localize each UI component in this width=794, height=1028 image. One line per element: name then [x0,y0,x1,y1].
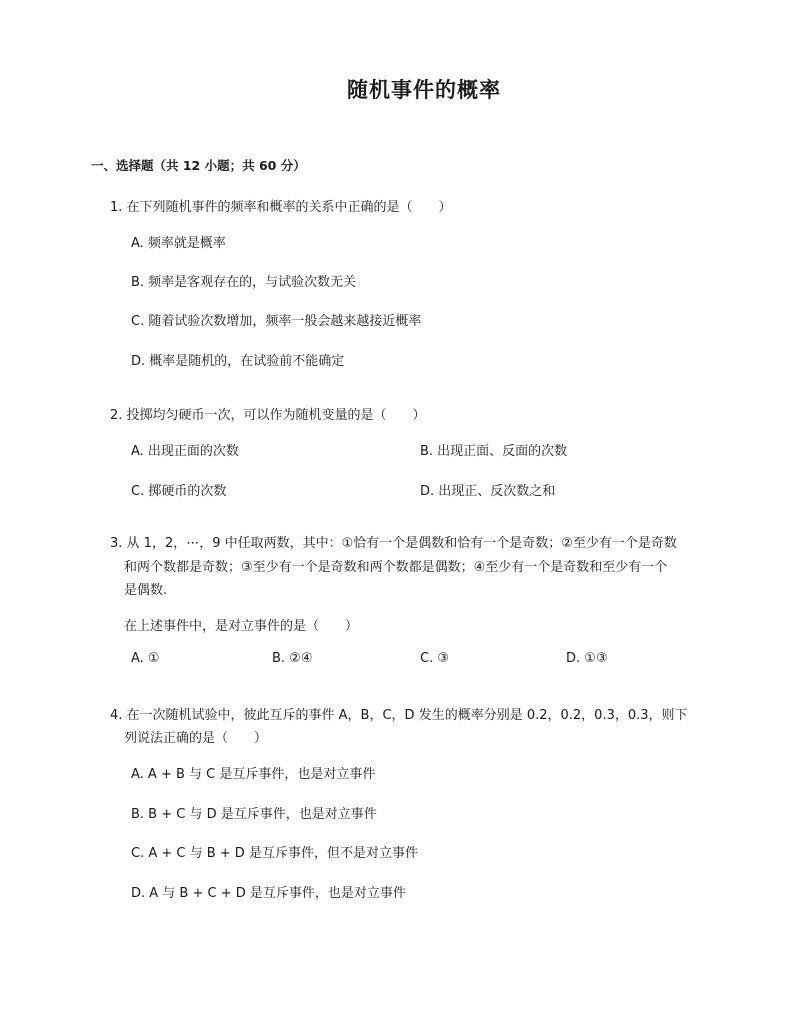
question-3-sub-stem: 在上述事件中，是对立事件的是（ ） [124,619,359,634]
question-3-option-c: C. ③ [420,651,449,666]
question-4-stem-line-1: 4. 在一次随机试验中，彼此互斥的事件 A，B，C，D 发生的概率分别是 0.2，0.2，0.3，0.3，则下 [110,708,688,723]
question-1-option-b: B. 频率是客观存在的，与试验次数无关 [131,275,357,290]
question-2-option-a: A. 出现正面的次数 [131,444,239,459]
question-2-option-b: B. 出现正面、反面的次数 [420,444,568,459]
question-4-option-c: C. A + C 与 B + D 是互斥事件，但不是对立事件 [131,846,418,861]
page-title: 随机事件的概率 [347,77,501,102]
question-4-option-a: A. A + B 与 C 是互斥事件，也是对立事件 [131,767,376,782]
question-1-option-d: D. 概率是随机的，在试验前不能确定 [131,354,345,369]
question-4-stem-line-2: 列说法正确的是（ ） [124,731,268,746]
section-heading: 一、选择题（共 12 小题；共 60 分） [91,158,306,173]
question-3-stem-line-3: 是偶数. [124,583,168,598]
question-3-stem-line-1: 3. 从 1，2，⋯，9 中任取两数，其中：①恰有一个是偶数和恰有一个是奇数；②至少有一个是奇数 [110,536,677,551]
question-3-option-a: A. ① [131,651,160,666]
question-1-option-a: A. 频率就是概率 [131,236,226,251]
question-3-option-b: B. ②④ [272,651,313,666]
question-4-option-d: D. A 与 B + C + D 是互斥事件，也是对立事件 [131,886,406,901]
question-2-option-c: C. 掷硬币的次数 [131,484,227,499]
question-2-stem: 2. 投掷均匀硬币一次，可以作为随机变量的是（ ） [110,408,426,423]
question-2-option-d: D. 出现正、反次数之和 [420,484,556,499]
question-4-option-b: B. B + C 与 D 是互斥事件，也是对立事件 [131,807,377,822]
question-1-option-c: C. 随着试验次数增加，频率一般会越来越接近概率 [131,314,422,329]
question-3-option-d: D. ①③ [566,651,608,666]
question-3-stem-line-2: 和两个数都是奇数；③至少有一个是奇数和两个数都是偶数；④至少有一个是奇数和至少有一个 [124,560,668,575]
question-1-stem: 1. 在下列随机事件的频率和概率的关系中正确的是（ ） [110,200,452,215]
